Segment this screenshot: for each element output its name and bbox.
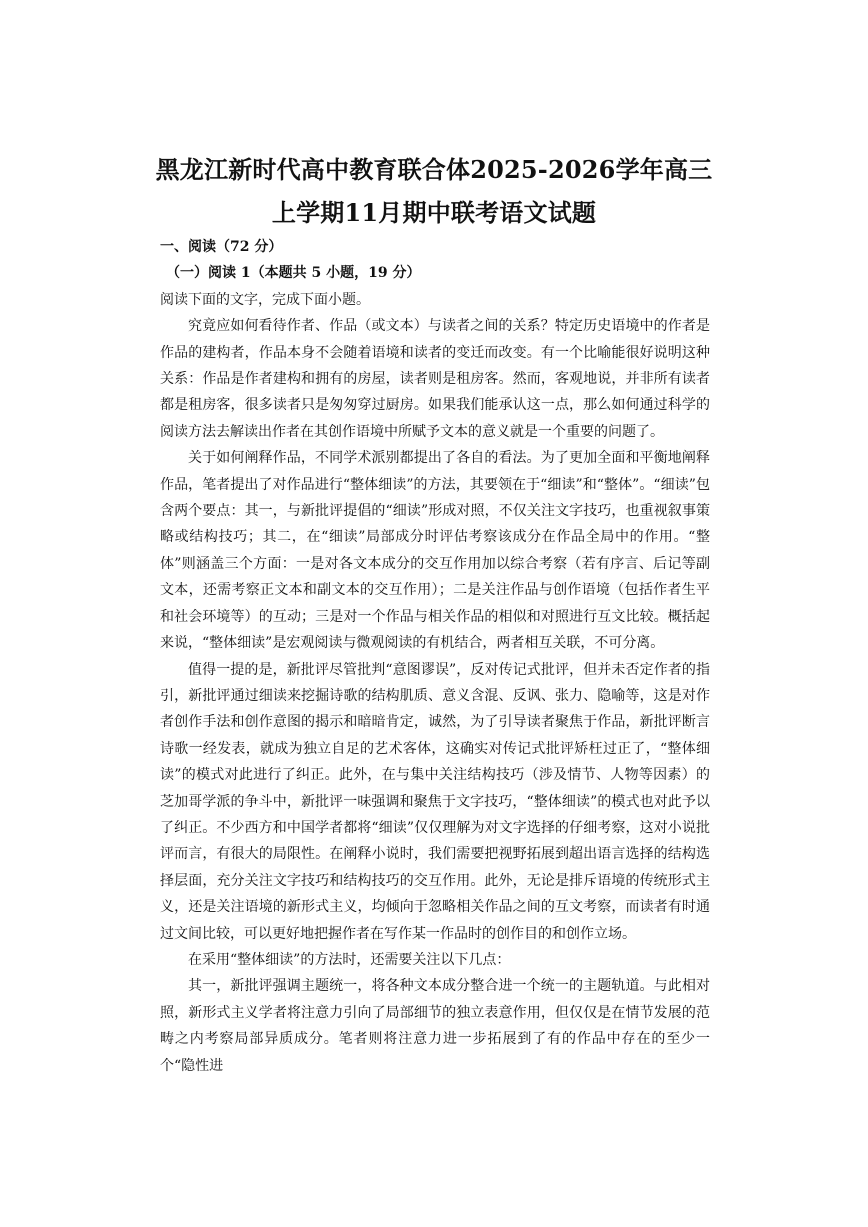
document-body (160, 234, 710, 1079)
subsection-heading: （一）阅读 1（本题共 5 小题，19 分） (166, 265, 421, 282)
paragraph-5: 其一，新批评强调主题统一，将各种文本成分整合进一个统一的主题轨道。与此相对照，新形式主义学者将注意力引向了局部细节的独立表意作用，但仅仅是在情节发展的范畴之内考察局部异质成分。笔者则将注意力进一步拓展到了有的作品中存在的至少一个“隐性进 (160, 978, 710, 1074)
paragraph-1: 究竟应如何看待作者、作品（或文本）与读者之间的关系？特定历史语境中的作者是作品的建构者，作品本身不会随着语境和读者的变迁而改变。有一个比喻能很好说明这种关系：作品是作者建构和拥有的房屋，读者则是租房客。然而，客观地说，并非所有读者都是租房客，很多读者只是匆匆穿过厨房。如果我们能承认这一点，那么如何通过科学的阅读方法去解读出作者在其创作语境中所赋予文本的意义就是一个重要的问题了。 (160, 318, 710, 440)
reading-instruction: 阅读下面的文字，完成下面小题。 (160, 291, 370, 308)
document-title: 黑龙江新时代高中教育联合体2025-2026学年高三上学期11月期中联考语文试题 (155, 155, 713, 227)
section-heading: 一、阅读（72 分） (160, 239, 283, 255)
paragraph-2: 关于如何阐释作品，不同学术派别都提出了各自的看法。为了更加全面和平衡地阐释作品，笔者提出了对作品进行“整体细读”的方法，其要领在于“细读”和“整体”。“细读”包含两个要点：其一，与新批评提倡的“细读”形成对照，不仅关注文字技巧，也重视叙事策略或结构技巧；其二，在“细读”局部成分时评估考察该成分在作品全局中的作用。“整体”则涵盖三个方面：一是对各文本成分的交互作用加以综合考察（若有序言、后记等副文本，还需考察正文本和副文本的交互作用）；二是关注作品与创作语境（包括作者生平和社会环境等）的互动；三是对一个作品与相关作品的相似和对照进行互文比较。概括起来说，“整体细读”是宏观阅读与微观阅读的有机结合，两者相互关联，不可分离。 (160, 450, 710, 652)
paragraph-3: 值得一提的是，新批评尽管批判“意图谬误”，反对传记式批评，但并未否定作者的指引，新批评通过细读来挖掘诗歌的结构肌质、意义含混、反讽、张力、隐喻等，这是对作者创作手法和创作意图的揭示和暗暗肯定，诚然，为了引导读者聚焦于作品，新批评断言诗歌一经发表，就成为独立自足的艺术客体，这确实对传记式批评矫枉过正了，“整体细读”的模式对此进行了纠正。此外，在与集中关注结构技巧（涉及情节、人物等因素）的芝加哥学派的争斗中，新批评一味强调和聚焦于文字技巧，“整体细读”的模式也对此予以了纠正。不少西方和中国学者都将“细读”仅仅理解为对文字选择的仔细考察，这对小说批评而言，有很大的局限性。在阐释小说时，我们需要把视野拓展到超出语言选择的结构选择层面，充分关注文字技巧和结构技巧的交互作用。此外，无论是排斥语境的传统形式主义，还是关注语境的新形式主义，均倾向于忽略相关作品之间的互文考察，而读者有时通过文间比较，可以更好地把握作者在写作某一作品时的创作目的和创作立场。 (160, 661, 710, 942)
paragraph-4: 在采用“整体细读”的方法时，还需要关注以下几点： (188, 951, 511, 968)
